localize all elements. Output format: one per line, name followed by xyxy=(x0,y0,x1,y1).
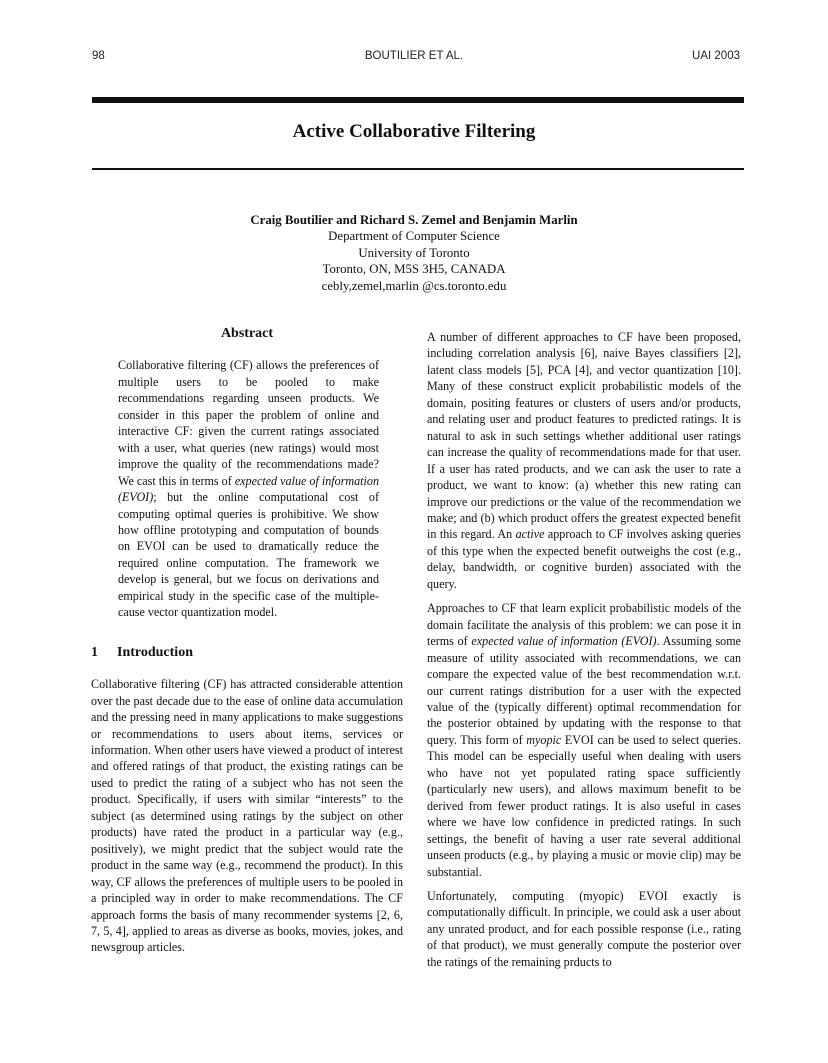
title-rule-bottom xyxy=(92,168,744,170)
right-p2-text-2: . Assuming some measure of utility associated with recommendations, we can compare the expected value of the best recommendation w.r.t. our current ratings distribution for a user with the expected value of the (typically different) optimal recommendation for the posterior obtained by updating with the response to that query. This form of xyxy=(427,634,741,747)
right-p1-em-active: active xyxy=(515,527,545,542)
right-p2-em-myopic: myopic xyxy=(526,732,562,747)
abstract-text-2: ; but the online computational cost of computing optimal queries is prohibitive. We show how offline prototyping and computation of bounds on EVOI can be used to dramatically reduce the required online computation. The framework we develop is general, but we focus on derivations and empirical study in the specific case of the multiple-cause vector quantization model. xyxy=(118,490,379,620)
running-head: BOUTILIER ET AL. xyxy=(364,50,464,62)
page-number: 98 xyxy=(92,50,105,62)
author-department: Department of Computer Science xyxy=(328,229,500,244)
abstract-body xyxy=(91,357,403,620)
left-column xyxy=(91,326,403,964)
author-email: cebly,zemel,marlin @cs.toronto.edu xyxy=(321,278,507,293)
author-names: Craig Boutilier and Richard S. Zemel and Benjamin Marlin xyxy=(250,213,578,227)
abstract-em-evoi: expected value of information (EVOI) xyxy=(118,473,379,505)
right-p2-text-1: Approaches to CF that learn explicit probabilistic models of the domain facilitate the analysis of this problem: we can pose it in terms of xyxy=(427,601,741,649)
abstract-text-1: Collaborative filtering (CF) allows the preferences of multiple users to be pooled to make recommendations regarding unseen products. We consider in this paper the problem of online and interactive CF: given the current ratings associated with a user, what queries (new ratings) would most improve the quality of the recommendations made? We cast this in terms of xyxy=(118,358,379,488)
right-paragraph-1 xyxy=(427,329,741,592)
right-paragraph-2 xyxy=(427,600,741,880)
author-address: Toronto, ON, M5S 3H5, CANADA xyxy=(322,262,506,277)
abstract-heading: Abstract xyxy=(220,326,274,341)
intro-paragraph-1: Collaborative filtering (CF) has attracted considerable attention over the past decade due to the ease of online data accumulation and the pressing need in many applications to make suggestions or recommendations to users about items, services or information. When other users have viewed a product of interest and offered ratings of that product, the existing ratings can be used to predict the rating of a subject who has not seen the product. Specifically, if users with similar “interests” to the subject (as determined using ratings by the subject on other products) have rated the product in a particular way (e.g., positively), we might predict that the subject would rate the product in the same way (e.g., recommend the product). In this way, CF allows the preferences of multiple users to be pooled in a principled way in order to make recommendations. The CF approach forms the basis of many recommender systems [2, 6, 7, 5, 4], applied to areas as diverse as books, movies, jokes, and newsgroup articles. xyxy=(91,677,403,955)
section-title: Introduction xyxy=(117,644,193,660)
title-rule-top xyxy=(92,97,744,103)
right-p2-em-evoi: expected value of information (EVOI) xyxy=(471,634,657,649)
right-paragraph-3: Unfortunately, computing (myopic) EVOI exactly is computationally difficult. In principle, we could ask a user about any unrated product, and for each possible response (i.e., rating of that product), we must generally compute the posterior over the ratings of the remaining prducts to xyxy=(427,888,741,969)
author-university: University of Toronto xyxy=(358,245,470,260)
right-p2-text-3: EVOI can be used to select queries. This model can be especially useful when dealing with users who have not yet populated rating space sufficiently (particularly new users), and allows maximum benefit to be derived from fewer product ratings. It is also useful in cases where we have low confidence in predicted ratings. In such settings, the benefit of having a user rate several additional unseen products (e.g., by playing a music or movie clip) may be substantial. xyxy=(427,732,742,879)
section-heading-introduction xyxy=(91,645,403,661)
right-p1-text-2: approach to CF involves asking queries of this type when the expected benefit outweighs the cost (e.g., delay, bandwidth, or cognitive burden) associated with the query. xyxy=(427,527,741,591)
venue-label: UAI 2003 xyxy=(692,50,740,62)
section-number: 1 xyxy=(91,644,98,660)
right-p1-text-1: A number of different approaches to CF have been proposed, including correlation analysis [6], naive Bayes classifiers [2], latent class models [5], PCA [4], and vector quantization [10]. Many of these construct explicit probabilistic models of the domain, positing features or clusters of users and/or products, and relating user and product features to predicted ratings. It is natural to ask in such settings whether additional user ratings can increase the quality of recommendations made for that user. If a user has rated products, and we can ask the user to rate a product, we want to know: (a) whether this new rating can improve our predictions or the value of the recommendation we make; and (b) which product offers the greatest expected benefit in this regard. An xyxy=(427,330,741,542)
right-column xyxy=(427,329,741,978)
author-block xyxy=(0,212,828,294)
paper-title: Active Collaborative Filtering xyxy=(292,121,536,142)
